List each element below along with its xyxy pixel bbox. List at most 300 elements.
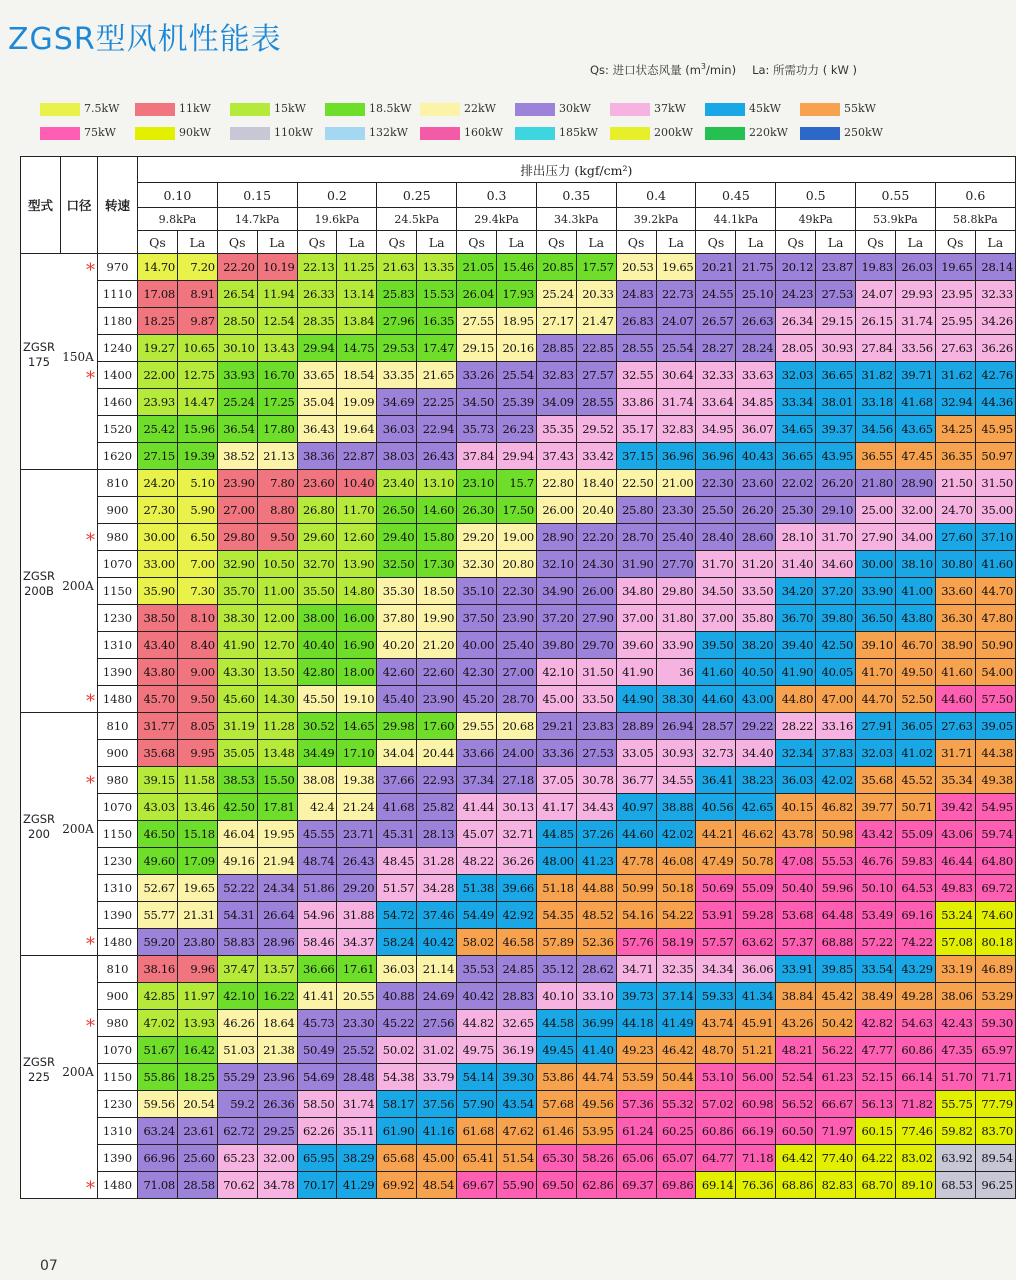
qs-cell: 61.24: [616, 1118, 656, 1145]
la-cell: 21.65: [417, 362, 457, 389]
speed-cell: 970: [98, 254, 138, 281]
la-cell: 39.30: [497, 1064, 537, 1091]
qs-cell: 32.33: [696, 362, 736, 389]
la-cell: 52.36: [576, 929, 616, 956]
la-cell: 17.93: [497, 281, 537, 308]
qs-cell: 45.07: [457, 821, 497, 848]
qs-cell: 70.17: [297, 1172, 337, 1199]
header-qs: Qs: [217, 231, 257, 254]
qs-cell: 19.27: [138, 335, 178, 362]
qs-cell: 25.80: [616, 497, 656, 524]
la-cell: 54.00: [975, 659, 1015, 686]
speed-cell: 1180: [98, 308, 138, 335]
qs-cell: 54.31: [217, 902, 257, 929]
la-cell: 15.50: [257, 767, 297, 794]
qs-cell: 53.86: [536, 1064, 576, 1091]
qs-cell: 57.37: [776, 929, 816, 956]
star-mark: *: [86, 773, 95, 795]
qs-cell: 52.22: [217, 875, 257, 902]
la-cell: 34.37: [337, 929, 377, 956]
la-cell: 38.88: [656, 794, 696, 821]
la-cell: 33.50: [736, 578, 776, 605]
legend-label: 45kW: [749, 102, 781, 115]
qs-cell: 47.35: [935, 1037, 975, 1064]
la-cell: 59.74: [975, 821, 1015, 848]
qs-cell: 32.34: [776, 740, 816, 767]
la-cell: 39.66: [497, 875, 537, 902]
table-row: [21, 605, 1016, 632]
qs-cell: 38.84: [776, 983, 816, 1010]
qs-cell: 59.2: [217, 1091, 257, 1118]
qs-cell: 46.50: [138, 821, 178, 848]
header-kpa: 53.9kPa: [856, 208, 936, 231]
page-number: 07: [40, 1258, 58, 1274]
la-cell: 45.42: [816, 983, 856, 1010]
legend-label: 22kW: [464, 102, 496, 115]
model-label: ZGSR 200B: [22, 569, 56, 599]
qs-cell: 34.04: [377, 740, 417, 767]
qs-cell: 33.64: [696, 389, 736, 416]
table-row: [21, 821, 1016, 848]
qs-cell: 57.89: [536, 929, 576, 956]
speed-cell: 1390: [98, 659, 138, 686]
la-cell: 58.19: [656, 929, 696, 956]
la-cell: 35.00: [975, 497, 1015, 524]
la-cell: 68.88: [816, 929, 856, 956]
la-cell: 18.54: [337, 362, 377, 389]
la-cell: 31.74: [337, 1091, 377, 1118]
qs-cell: 51.18: [536, 875, 576, 902]
la-cell: 18.50: [417, 578, 457, 605]
qs-cell: 51.03: [217, 1037, 257, 1064]
qs-cell: 31.19: [217, 713, 257, 740]
qs-cell: 35.35: [536, 416, 576, 443]
header-model: 型式: [21, 157, 61, 254]
qs-cell: 36.03: [776, 767, 816, 794]
qs-cell: 39.40: [776, 632, 816, 659]
la-cell: 46.08: [656, 848, 696, 875]
la-cell: 47.62: [497, 1118, 537, 1145]
qs-cell: 20.53: [616, 254, 656, 281]
qs-cell: 38.00: [297, 605, 337, 632]
qs-cell: 36.55: [856, 443, 896, 470]
qs-cell: 32.70: [297, 551, 337, 578]
la-cell: 17.09: [177, 848, 217, 875]
la-cell: 15.80: [417, 524, 457, 551]
la-cell: 13.93: [177, 1010, 217, 1037]
la-cell: 38.10: [895, 551, 935, 578]
la-cell: 20.44: [417, 740, 457, 767]
speed-cell: 1070: [98, 551, 138, 578]
qs-cell: 60.86: [696, 1118, 736, 1145]
la-cell: 28.90: [895, 470, 935, 497]
qs-cell: 69.37: [616, 1172, 656, 1199]
la-cell: 26.00: [576, 578, 616, 605]
la-cell: 49.28: [895, 983, 935, 1010]
qs-cell: 33.35: [377, 362, 417, 389]
qs-cell: 39.60: [616, 632, 656, 659]
qs-cell: 28.57: [696, 713, 736, 740]
legend-label: 30kW: [559, 102, 591, 115]
speed-cell: 1070: [98, 794, 138, 821]
header-pressure-title: 排出压力 (kgf/cm²): [138, 157, 1016, 183]
la-cell: 36.26: [975, 335, 1015, 362]
table-row: [21, 1172, 1016, 1199]
header-la: La: [975, 231, 1015, 254]
qs-cell: 42.80: [297, 659, 337, 686]
la-cell: 47.45: [895, 443, 935, 470]
la-cell: 13.50: [257, 659, 297, 686]
legend-item: [705, 124, 800, 144]
speed-cell: 1310: [98, 1118, 138, 1145]
table-row: [21, 470, 1016, 497]
table-row: [21, 740, 1016, 767]
qs-cell: 43.30: [217, 659, 257, 686]
la-cell: 43.80: [895, 605, 935, 632]
la-cell: 22.87: [337, 443, 377, 470]
qs-cell: 42.10: [536, 659, 576, 686]
la-cell: 30.93: [816, 335, 856, 362]
qs-cell: 52.15: [856, 1064, 896, 1091]
qs-cell: 21.63: [377, 254, 417, 281]
la-cell: 29.15: [816, 308, 856, 335]
legend-label: 7.5kW: [84, 102, 120, 115]
header-pressure: 0.2: [297, 183, 377, 208]
la-cell: 13.14: [337, 281, 377, 308]
la-cell: 12.60: [337, 524, 377, 551]
qs-cell: 25.00: [856, 497, 896, 524]
la-cell: 14.47: [177, 389, 217, 416]
la-cell: 39.37: [816, 416, 856, 443]
qs-cell: 38.49: [856, 983, 896, 1010]
la-cell: 89.54: [975, 1145, 1015, 1172]
la-cell: 29.52: [576, 416, 616, 443]
qs-cell: 69.50: [536, 1172, 576, 1199]
la-cell: 16.00: [337, 605, 377, 632]
la-cell: 20.16: [497, 335, 537, 362]
la-cell: 36.65: [816, 362, 856, 389]
qs-cell: 28.90: [536, 524, 576, 551]
speed-cell: 1110: [98, 281, 138, 308]
qs-cell: 35.90: [138, 578, 178, 605]
qs-cell: 34.69: [377, 389, 417, 416]
la-cell: 22.30: [497, 578, 537, 605]
la-cell: 16.90: [337, 632, 377, 659]
la-cell: 12.54: [257, 308, 297, 335]
la-cell: 59.30: [975, 1010, 1015, 1037]
legend-label: 110kW: [274, 126, 313, 139]
qs-cell: 48.21: [776, 1037, 816, 1064]
la-cell: 15.7: [497, 470, 537, 497]
qs-cell: 39.42: [935, 794, 975, 821]
power-legend: [40, 100, 1000, 148]
header-kpa: 9.8kPa: [138, 208, 218, 231]
la-cell: 33.63: [736, 362, 776, 389]
la-cell: 89.10: [895, 1172, 935, 1199]
qs-cell: 32.83: [536, 362, 576, 389]
qs-cell: 41.90: [616, 659, 656, 686]
la-cell: 11.25: [337, 254, 377, 281]
la-cell: 14.30: [257, 686, 297, 713]
qs-cell: 57.22: [856, 929, 896, 956]
qs-cell: 51.38: [457, 875, 497, 902]
la-cell: 25.60: [177, 1145, 217, 1172]
la-cell: 37.46: [417, 902, 457, 929]
qs-cell: 22.80: [536, 470, 576, 497]
la-cell: 83.02: [895, 1145, 935, 1172]
table-row: [21, 497, 1016, 524]
legend-swatch: [230, 103, 270, 116]
la-cell: 22.20: [576, 524, 616, 551]
qs-cell: 57.36: [616, 1091, 656, 1118]
la-cell: 69.86: [656, 1172, 696, 1199]
header-kpa: 34.3kPa: [536, 208, 616, 231]
la-cell: 28.14: [975, 254, 1015, 281]
qs-cell: 51.67: [138, 1037, 178, 1064]
qs-cell: 37.50: [457, 605, 497, 632]
la-cell: 11.28: [257, 713, 297, 740]
legend-swatch: [325, 127, 365, 140]
model-cell: [21, 713, 98, 956]
qs-cell: 53.49: [856, 902, 896, 929]
qs-cell: 41.60: [696, 659, 736, 686]
qs-cell: 50.10: [856, 875, 896, 902]
qs-cell: 58.83: [217, 929, 257, 956]
la-cell: 32.83: [656, 416, 696, 443]
qs-cell: 65.06: [616, 1145, 656, 1172]
la-cell: 55.53: [816, 848, 856, 875]
legend-item: [40, 124, 135, 144]
la-cell: 80.18: [975, 929, 1015, 956]
model-label: ZGSR 175: [22, 339, 56, 369]
la-cell: 32.65: [497, 1010, 537, 1037]
la-cell: 42.65: [736, 794, 776, 821]
legend-item: [420, 100, 515, 120]
legend-item: [230, 100, 325, 120]
qs-cell: 44.60: [696, 686, 736, 713]
qs-cell: 32.94: [935, 389, 975, 416]
qs-cell: 23.10: [457, 470, 497, 497]
la-cell: 9.96: [177, 956, 217, 983]
qs-cell: 49.75: [457, 1037, 497, 1064]
qs-cell: 45.55: [297, 821, 337, 848]
la-cell: 51.54: [497, 1145, 537, 1172]
table-row: [21, 335, 1016, 362]
legend-label: 200kW: [654, 126, 693, 139]
la-cell: 14.60: [417, 497, 457, 524]
qs-cell: 38.08: [297, 767, 337, 794]
la-cell: 8.10: [177, 605, 217, 632]
la-cell: 7.00: [177, 551, 217, 578]
la-cell: 18.40: [576, 470, 616, 497]
qs-cell: 41.44: [457, 794, 497, 821]
la-cell: 34.85: [736, 389, 776, 416]
qs-cell: 32.03: [776, 362, 816, 389]
qs-cell: 52.67: [138, 875, 178, 902]
la-cell: 31.50: [975, 470, 1015, 497]
speed-cell: 1480: [98, 686, 138, 713]
header-la: La: [177, 231, 217, 254]
legend-swatch: [610, 103, 650, 116]
la-cell: 11.58: [177, 767, 217, 794]
la-cell: 36.07: [736, 416, 776, 443]
qs-cell: 39.10: [856, 632, 896, 659]
la-cell: 28.96: [257, 929, 297, 956]
legend-label: 132kW: [369, 126, 408, 139]
speed-cell: 900: [98, 740, 138, 767]
qs-cell: 42.50: [217, 794, 257, 821]
la-cell: 34.43: [576, 794, 616, 821]
la-cell: 25.54: [656, 335, 696, 362]
la-cell: 65.07: [656, 1145, 696, 1172]
legend-label: 90kW: [179, 126, 211, 139]
la-cell: 64.48: [816, 902, 856, 929]
la-cell: 35.80: [736, 605, 776, 632]
la-cell: 54.95: [975, 794, 1015, 821]
la-cell: 64.80: [975, 848, 1015, 875]
la-cell: 65.97: [975, 1037, 1015, 1064]
la-cell: 50.98: [816, 821, 856, 848]
la-cell: 66.67: [816, 1091, 856, 1118]
qs-cell: 21.05: [457, 254, 497, 281]
qs-cell: 33.60: [935, 578, 975, 605]
qs-cell: 59.82: [935, 1118, 975, 1145]
qs-cell: 28.35: [297, 308, 337, 335]
la-cell: 23.60: [736, 470, 776, 497]
legend-label: 55kW: [844, 102, 876, 115]
la-cell: 41.40: [576, 1037, 616, 1064]
la-cell: 36.06: [736, 956, 776, 983]
header-qs: Qs: [138, 231, 178, 254]
la-cell: 24.00: [497, 740, 537, 767]
qs-cell: 44.60: [616, 821, 656, 848]
qs-cell: 29.80: [217, 524, 257, 551]
la-cell: 34.60: [816, 551, 856, 578]
header-kpa: 29.4kPa: [457, 208, 537, 231]
table-row: [21, 1064, 1016, 1091]
table-row: [21, 281, 1016, 308]
la-cell: 20.55: [337, 983, 377, 1010]
la-cell: 50.18: [656, 875, 696, 902]
qs-cell: 27.17: [536, 308, 576, 335]
table-row: [21, 578, 1016, 605]
la-cell: 7.30: [177, 578, 217, 605]
header-pressure: 0.35: [536, 183, 616, 208]
speed-cell: 810: [98, 470, 138, 497]
la-cell: 31.20: [736, 551, 776, 578]
la-cell: 10.40: [337, 470, 377, 497]
qs-cell: 59.33: [696, 983, 736, 1010]
qs-cell: 50.99: [616, 875, 656, 902]
header-kpa: 24.5kPa: [377, 208, 457, 231]
qs-cell: 22.30: [696, 470, 736, 497]
la-cell: 50.78: [736, 848, 776, 875]
qs-cell: 44.70: [856, 686, 896, 713]
la-cell: 46.82: [816, 794, 856, 821]
qs-cell: 36.77: [616, 767, 656, 794]
la-cell: 19.00: [497, 524, 537, 551]
qs-cell: 28.10: [776, 524, 816, 551]
speed-cell: 1390: [98, 1145, 138, 1172]
la-cell: 17.50: [497, 497, 537, 524]
la-cell: 22.93: [417, 767, 457, 794]
table-row: [21, 1010, 1016, 1037]
qs-cell: 19.83: [856, 254, 896, 281]
legend-swatch: [610, 127, 650, 140]
header-qs: Qs: [696, 231, 736, 254]
header-pressure: 0.15: [217, 183, 297, 208]
qs-cell: 37.20: [536, 605, 576, 632]
speed-cell: 980: [98, 524, 138, 551]
qs-cell: 40.97: [616, 794, 656, 821]
star-mark: *: [86, 934, 95, 956]
la-cell: 28.62: [576, 956, 616, 983]
la-cell: 49.38: [975, 767, 1015, 794]
speed-cell: 1230: [98, 848, 138, 875]
legend-swatch: [420, 127, 460, 140]
la-cell: 7.80: [257, 470, 297, 497]
header-pressure: 0.5: [776, 183, 856, 208]
header-speed: 转速: [98, 157, 138, 254]
la-cell: 41.34: [736, 983, 776, 1010]
qs-cell: 32.55: [616, 362, 656, 389]
qs-cell: 27.00: [217, 497, 257, 524]
legend-swatch: [40, 127, 80, 140]
qs-cell: 22.20: [217, 254, 257, 281]
la-cell: 13.90: [337, 551, 377, 578]
legend-item: [610, 124, 705, 144]
la-cell: 33.79: [417, 1064, 457, 1091]
la-cell: 46.62: [736, 821, 776, 848]
qs-cell: 58.46: [297, 929, 337, 956]
la-cell: 36.26: [497, 848, 537, 875]
qs-cell: 29.98: [377, 713, 417, 740]
la-cell: 43.65: [895, 416, 935, 443]
header-qs: Qs: [457, 231, 497, 254]
qs-cell: 22.00: [138, 362, 178, 389]
qs-cell: 27.96: [377, 308, 417, 335]
qs-cell: 64.77: [696, 1145, 736, 1172]
table-row: [21, 1091, 1016, 1118]
qs-cell: 65.41: [457, 1145, 497, 1172]
qs-cell: 45.73: [297, 1010, 337, 1037]
qs-cell: 35.30: [377, 578, 417, 605]
la-cell: 29.93: [895, 281, 935, 308]
la-cell: 28.58: [177, 1172, 217, 1199]
la-cell: 19.10: [337, 686, 377, 713]
qs-cell: 42.10: [217, 983, 257, 1010]
la-cell: 23.90: [497, 605, 537, 632]
la-cell: 41.16: [417, 1118, 457, 1145]
star-mark: *: [86, 529, 95, 551]
la-cell: 33.56: [895, 335, 935, 362]
la-cell: 60.25: [656, 1118, 696, 1145]
la-cell: 18.64: [257, 1010, 297, 1037]
qs-cell: 42.4: [297, 794, 337, 821]
la-cell: 36.99: [576, 1010, 616, 1037]
la-cell: 40.42: [417, 929, 457, 956]
qs-cell: 44.18: [616, 1010, 656, 1037]
qs-cell: 60.15: [856, 1118, 896, 1145]
qs-cell: 35.10: [457, 578, 497, 605]
model-cell: [21, 470, 98, 713]
table-row: [21, 983, 1016, 1010]
la-cell: 42.92: [497, 902, 537, 929]
la-cell: 23.71: [337, 821, 377, 848]
qs-cell: 41.70: [856, 659, 896, 686]
la-cell: 45.00: [417, 1145, 457, 1172]
la-cell: 25.40: [497, 632, 537, 659]
